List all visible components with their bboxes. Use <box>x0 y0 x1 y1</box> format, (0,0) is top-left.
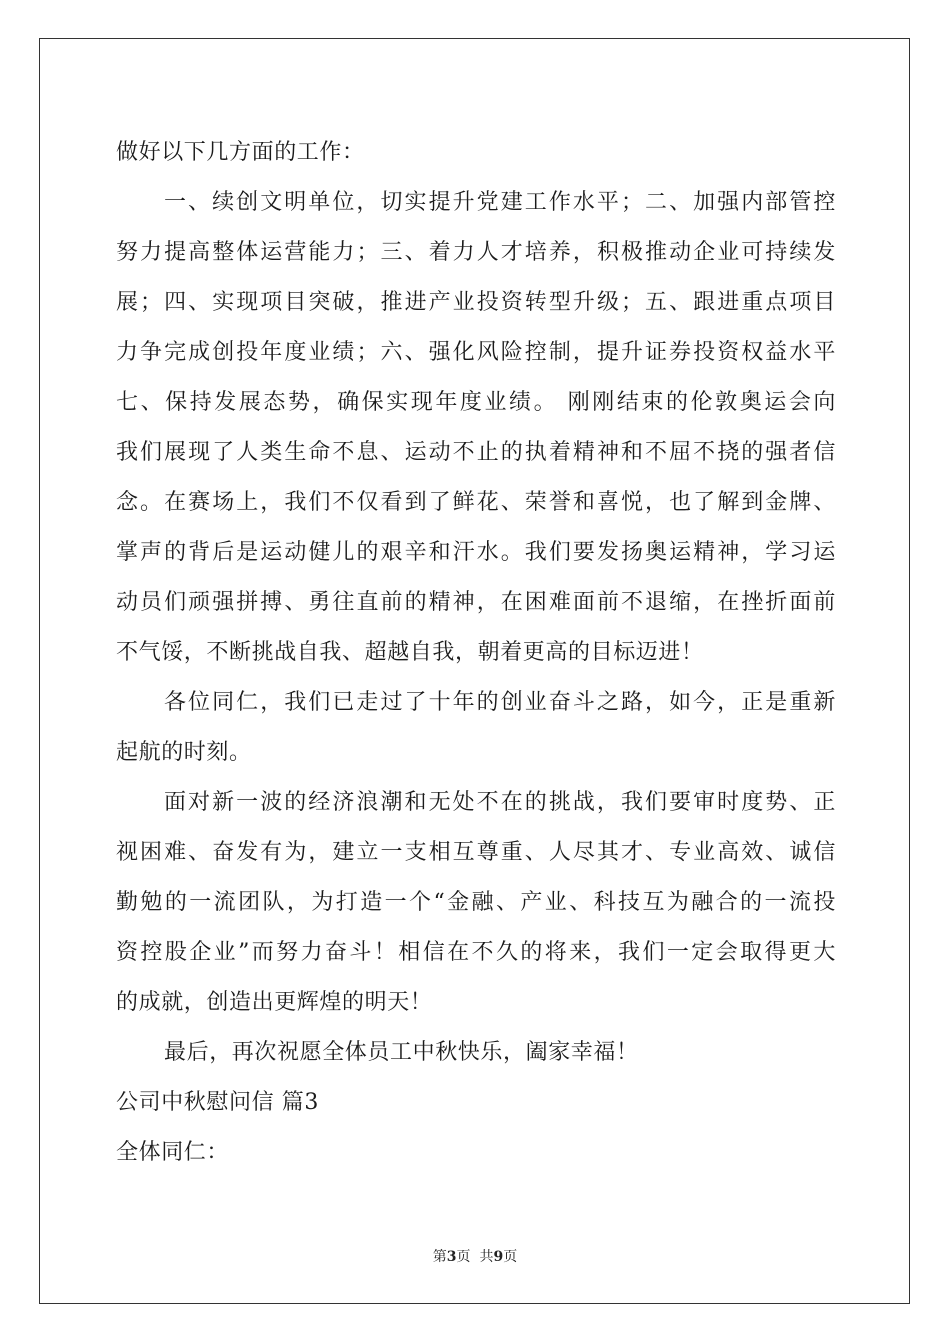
text-line: 起航的时刻。 <box>116 740 252 765</box>
text-line: 动员们顽强拼搏、勇往直前的精神，在困难面前不退缩，在挫折面前 <box>116 590 836 615</box>
text-line: 念。在赛场上，我们不仅看到了鲜花、荣誉和喜悦，也了解到金牌、 <box>116 490 836 515</box>
text-line: 全体同仁： <box>116 1140 230 1165</box>
document-body <box>116 128 836 1178</box>
text-line: 七、保持发展态势，确保实现年度业绩。 刚刚结束的伦敦奥运会向 <box>116 390 836 415</box>
text-line: 勤勉的一流团队，为打造一个“金融、产业、科技互为融合的一流投 <box>116 890 836 915</box>
page-footer <box>0 1246 950 1266</box>
text-line: 公司中秋慰问信 篇3 <box>116 1090 319 1115</box>
text-line: 做好以下几方面的工作： <box>116 140 365 165</box>
text-line: 力争完成创投年度业绩；六、强化风险控制，提升证券投资权益水平 <box>116 340 836 365</box>
text-line: 最后，再次祝愿全体员工中秋快乐，阖家幸福！ <box>164 1040 639 1065</box>
footer-prefix: 第 <box>432 1249 447 1265</box>
text-line: 资控股企业”而努力奋斗！相信在不久的将来，我们一定会取得更大 <box>116 940 836 965</box>
text-line: 掌声的背后是运动健儿的艰辛和汗水。我们要发扬奥运精神，学习运 <box>116 540 836 565</box>
text-line: 一、续创文明单位，切实提升党建工作水平；二、加强内部管控 <box>164 190 836 215</box>
text-line: 视困难、奋发有为，建立一支相互尊重、人尽其才、专业高效、诚信 <box>116 840 836 865</box>
text-line: 我们展现了人类生命不息、运动不止的执着精神和不屈不挠的强者信 <box>116 440 836 465</box>
footer-middle: 页 共 <box>456 1249 494 1265</box>
text-line: 展；四、实现项目突破，推进产业投资转型升级；五、跟进重点项目 <box>116 290 836 315</box>
text-line: 不气馁，不断挑战自我、超越自我，朝着更高的目标迈进！ <box>116 640 704 665</box>
text-line: 努力提高整体运营能力；三、着力人才培养，积极推动企业可持续发 <box>116 240 836 265</box>
text-line: 的成就，创造出更辉煌的明天！ <box>116 990 433 1015</box>
footer-suffix: 页 <box>503 1249 518 1265</box>
text-line: 面对新一波的经济浪潮和无处不在的挑战，我们要审时度势、正 <box>164 790 836 815</box>
footer-current-page: 3 <box>446 1249 457 1265</box>
footer-total-pages: 9 <box>493 1249 504 1265</box>
text-line: 各位同仁，我们已走过了十年的创业奋斗之路，如今，正是重新 <box>164 690 836 715</box>
